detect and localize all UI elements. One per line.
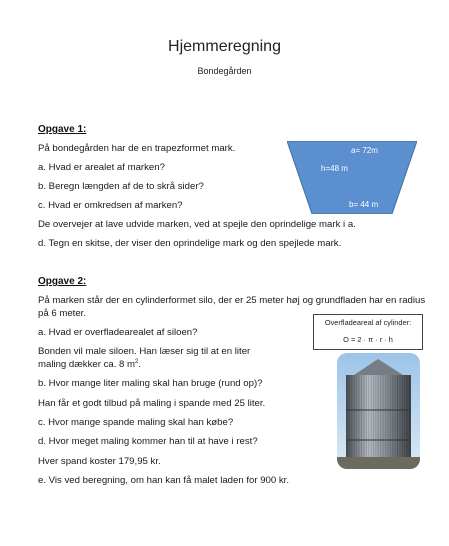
square-unit-superscript: 2 xyxy=(135,359,139,365)
task2-question-e: e. Vis ved beregning, om han kan få malet laden for 900 kr. xyxy=(38,475,290,486)
task2-question-a: a. Hvad er overfladearealet af siloen? xyxy=(38,327,198,338)
task1-question-a: a. Hvad er arealet af marken? xyxy=(38,162,165,173)
task2-question-b: b. Hvor mange liter maling skal han bruge (rund op)? xyxy=(38,378,263,389)
task1-question-b: b. Beregn længden af de to skrå sider? xyxy=(38,181,204,192)
silo-photo xyxy=(337,353,420,469)
task2-question-d: d. Hvor meget maling kommer han til at have i rest? xyxy=(38,436,258,447)
task2-offer: Han får et godt tilbud på maling i spande med 25 liter. xyxy=(38,398,266,409)
task1-intro: På bondegården har de en trapezformet mark. xyxy=(38,143,236,154)
task1-heading: Opgave 1: xyxy=(38,124,87,135)
task2-paint-line1: Bonden vil male siloen. Han læser sig til at en liter xyxy=(38,346,251,357)
page-subtitle: Bondegården xyxy=(197,66,252,76)
paint-coverage-end: . xyxy=(138,359,142,371)
trapezoid-height-label: h=48 m xyxy=(321,164,348,173)
task2-heading: Opgave 2: xyxy=(38,276,87,287)
formula-title: Overfladeareal af cylinder: xyxy=(324,318,412,327)
task1-note: De overvejer at lave udvide marken, ved at spejle den oprindelige mark i a. xyxy=(38,219,356,230)
trapezoid-bottom-label: b= 44 m xyxy=(349,200,379,209)
silo-illustration xyxy=(337,353,420,469)
task2-paint-line2 xyxy=(38,359,141,370)
formula-expression: O = 2 · π · r · h xyxy=(343,335,393,344)
trapezoid-top-label: a= 72m xyxy=(351,146,378,155)
trapezoid-field-figure xyxy=(287,141,417,214)
task2-price: Hver spand koster 179,95 kr. xyxy=(38,456,161,467)
cylinder-formula-box xyxy=(313,314,423,350)
task1-question-d: d. Tegn en skitse, der viser den oprindelige mark og den spejlede mark. xyxy=(38,238,342,249)
paint-coverage-text: maling dækker ca. 8 m xyxy=(38,359,136,371)
page-title: Hjemmeregning xyxy=(168,38,281,55)
task2-question-c: c. Hvor mange spande maling skal han købe? xyxy=(38,417,234,428)
task1-question-c: c. Hvad er omkredsen af marken? xyxy=(38,200,183,211)
task2-intro: På marken står der en cylinderformet silo, der er 25 meter høj og grundfladen har en radius på 6 meter. xyxy=(38,295,426,319)
